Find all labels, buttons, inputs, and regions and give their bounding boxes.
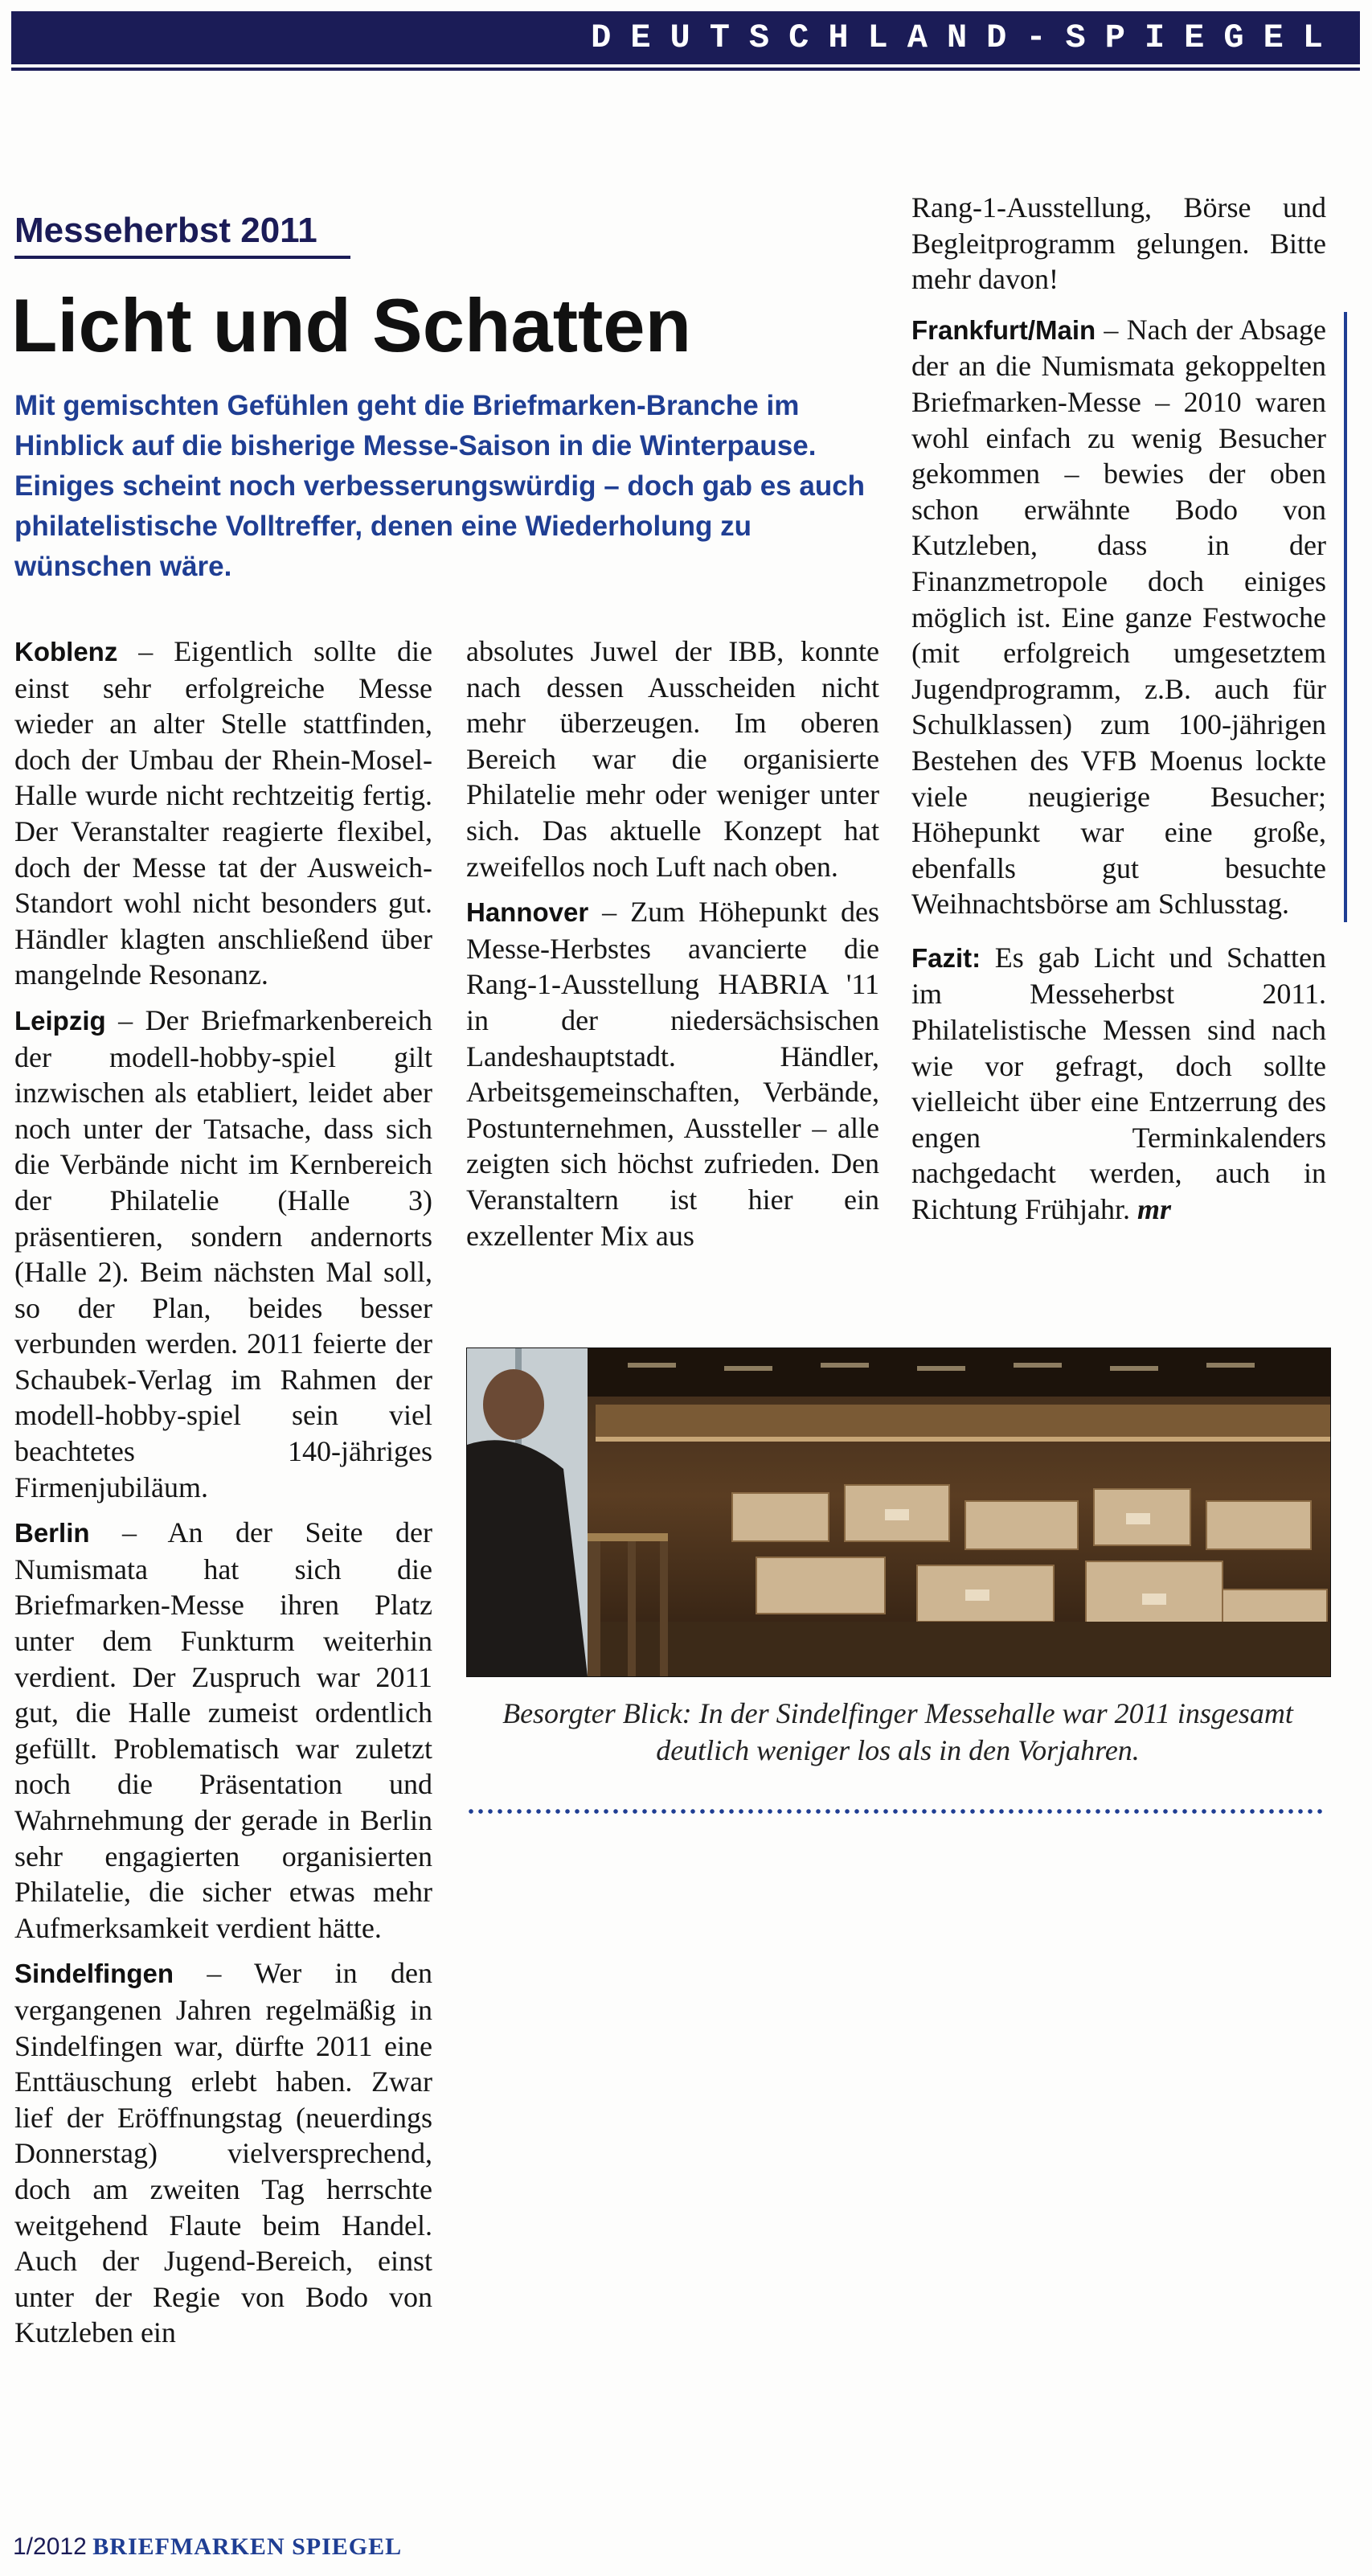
place-label: Fazit: <box>911 942 981 973</box>
header-rule <box>11 68 1360 71</box>
article-kicker: Messeherbst 2011 <box>14 211 317 250</box>
photo-illustration <box>467 1348 1330 1676</box>
article-column-1 <box>14 634 432 2361</box>
section-text: – Eigentlich sollte die einst sehr erfolgreiche Messe wieder an alter Stelle stattfinden, doch der Umbau der Rhein-Mosel-Halle wurde nicht rechtzeitig fertig. Der Veranstalter reagierte flexibel, doch der Messe tat der Ausweich-Standort wohl nicht besonders gut. Händler klagten anschließend über mangelnde Resonanz. <box>14 635 432 991</box>
frankfurt-box <box>911 312 1347 922</box>
article-column-3 <box>911 190 1326 1237</box>
section-text: – Nach der Absage der an die Numismata gekoppelten Briefmarken-Messe – 2010 waren wohl einfach zu wenig Besucher gekommen – bewies der oben schon erwähnte Bodo von Kutzleben, dass in der Finanzmetropole doch einiges möglich ist. Eine ganze Festwoche (mit erfolgreich umgesetztem Jugendprogramm, z.B. auch für Schulklassen) zum 100-jährigen Bestehen des VFB Moenus lockte viele neugierige Besucher; Höhepunkt war eine große, ebenfalls gut besuchte Weihnachtsbörse am Schlusstag. <box>911 313 1326 921</box>
place-label: Koblenz <box>14 637 118 667</box>
sindelfingen-continuation: absolutes Juwel der IBB, konnte nach dessen Ausscheiden nicht mehr überzeugen. Im oberen Bereich war die organisierte Philatelie mehr oder weniger unter sich. Das aktuelle Konzept hat zweifellos noch Luft nach oben. <box>466 635 879 883</box>
section-berlin <box>14 1515 432 1946</box>
place-label: Frankfurt/Main <box>911 314 1096 345</box>
section-hannover <box>466 894 879 1253</box>
section-leipzig <box>14 1003 432 1505</box>
article-lead: Mit gemischten Gefühlen geht die Briefmarken-Branche im Hinblick auf die bisherige Messe-Saison in die Winterpause. Einiges scheint noch verbesserungswürdig – doch gab es auch philatelistische Volltreffer, denen eine Wiederholung zu wünschen wäre. <box>14 390 866 582</box>
place-label: Berlin <box>14 1518 90 1548</box>
place-label: Hannover <box>466 897 589 928</box>
kicker-underline <box>14 256 350 259</box>
section-koblenz <box>14 634 432 993</box>
section-text: – An der Seite der Numismata hat sich die Briefmarken-Messe ihren Platz unter dem Funkturm weiterhin verdient. Der Zuspruch war 2011 gut, die Halle zumeist ordentlich gefüllt. Problematisch war zuletzt noch die Präsentation und Wahrnehmung der gerade in Berlin sehr engagierten organisierten Philatelie, die sicher etwas mehr Aufmerksamkeit verdient hätte. <box>14 1516 432 1944</box>
article-column-2 <box>466 634 879 1263</box>
section-text: – Zum Höhepunkt des Messe-Herbstes avancierte die Rang-1-Ausstellung HABRIA '11 in der niedersächsischen Landeshauptstadt. Händler, Arbeitsgemeinschaften, Verbände, Postunternehmen, Aussteller – alle zeigten sich höchst zufrieden. Den Veranstaltern ist hier ein exzellenter Mix aus <box>466 896 879 1252</box>
page-footer <box>13 2531 402 2563</box>
hannover-continuation: Rang-1-Ausstellung, Börse und Begleitprogramm gelungen. Bitte mehr davon! <box>911 191 1326 296</box>
section-header-bar <box>11 11 1360 64</box>
photo-caption: Besorgter Blick: In der Sindelfinger Messehalle war 2011 insgesamt deutlich weniger los als in den Vorjahren. <box>502 1697 1293 1766</box>
section-fazit <box>911 940 1326 1228</box>
dotted-divider <box>466 1809 1326 1814</box>
place-label: Sindelfingen <box>14 1959 174 1989</box>
exhibition-hall-photo <box>466 1347 1331 1677</box>
section-sindelfingen <box>14 1955 432 2351</box>
author-signature: mr <box>1137 1193 1172 1226</box>
section-text: – Der Briefmarkenbereich der modell-hobby-spiel gilt inzwischen als etabliert, leidet aber noch unter der Tatsache, dass sich die Verbände nicht im Kernbereich der Philatelie (Halle 3) präsentieren, sondern andernorts (Halle 2). Beim nächsten Mal soll, so der Plan, beides besser verbunden werden. 2011 feierte der Schaubek-Verlag im Rahmen der modell-hobby-spiel sein viel beachtetes 140-jähriges Firmenjubiläum. <box>14 1003 432 1503</box>
issue-number: 1/2012 <box>13 2533 87 2560</box>
section-title: DEUTSCHLAND-SPIEGEL <box>591 18 1342 57</box>
place-label: Leipzig <box>14 1005 106 1036</box>
article-title: Licht und Schatten <box>11 283 691 367</box>
section-text: – Wer in den vergangenen Jahren regelmäßig in Sindelfingen war, dürfte 2011 eine Enttäuschung erlebt haben. Zwar lief der Eröffnungstag (neuerdings Donnerstag) vielversprechend, doch am zweiten Tag herrschte weitgehend Flaute beim Handel. Auch der Jugend-Bereich, einst unter der Regie von Bodo von Kutzleben ein <box>14 1957 432 2349</box>
magazine-name: BRIEFMARKEN SPIEGEL <box>92 2533 403 2560</box>
section-frankfurt <box>911 312 1326 922</box>
section-text: Es gab Licht und Schatten im Messeherbst 2011. Philatelistische Messen sind nach wie vor gefragt, doch sollte vielleicht über eine Entzerrung des engen Terminkalenders nachgedacht werden, auch in Richtung Frühjahr. <box>911 941 1326 1226</box>
